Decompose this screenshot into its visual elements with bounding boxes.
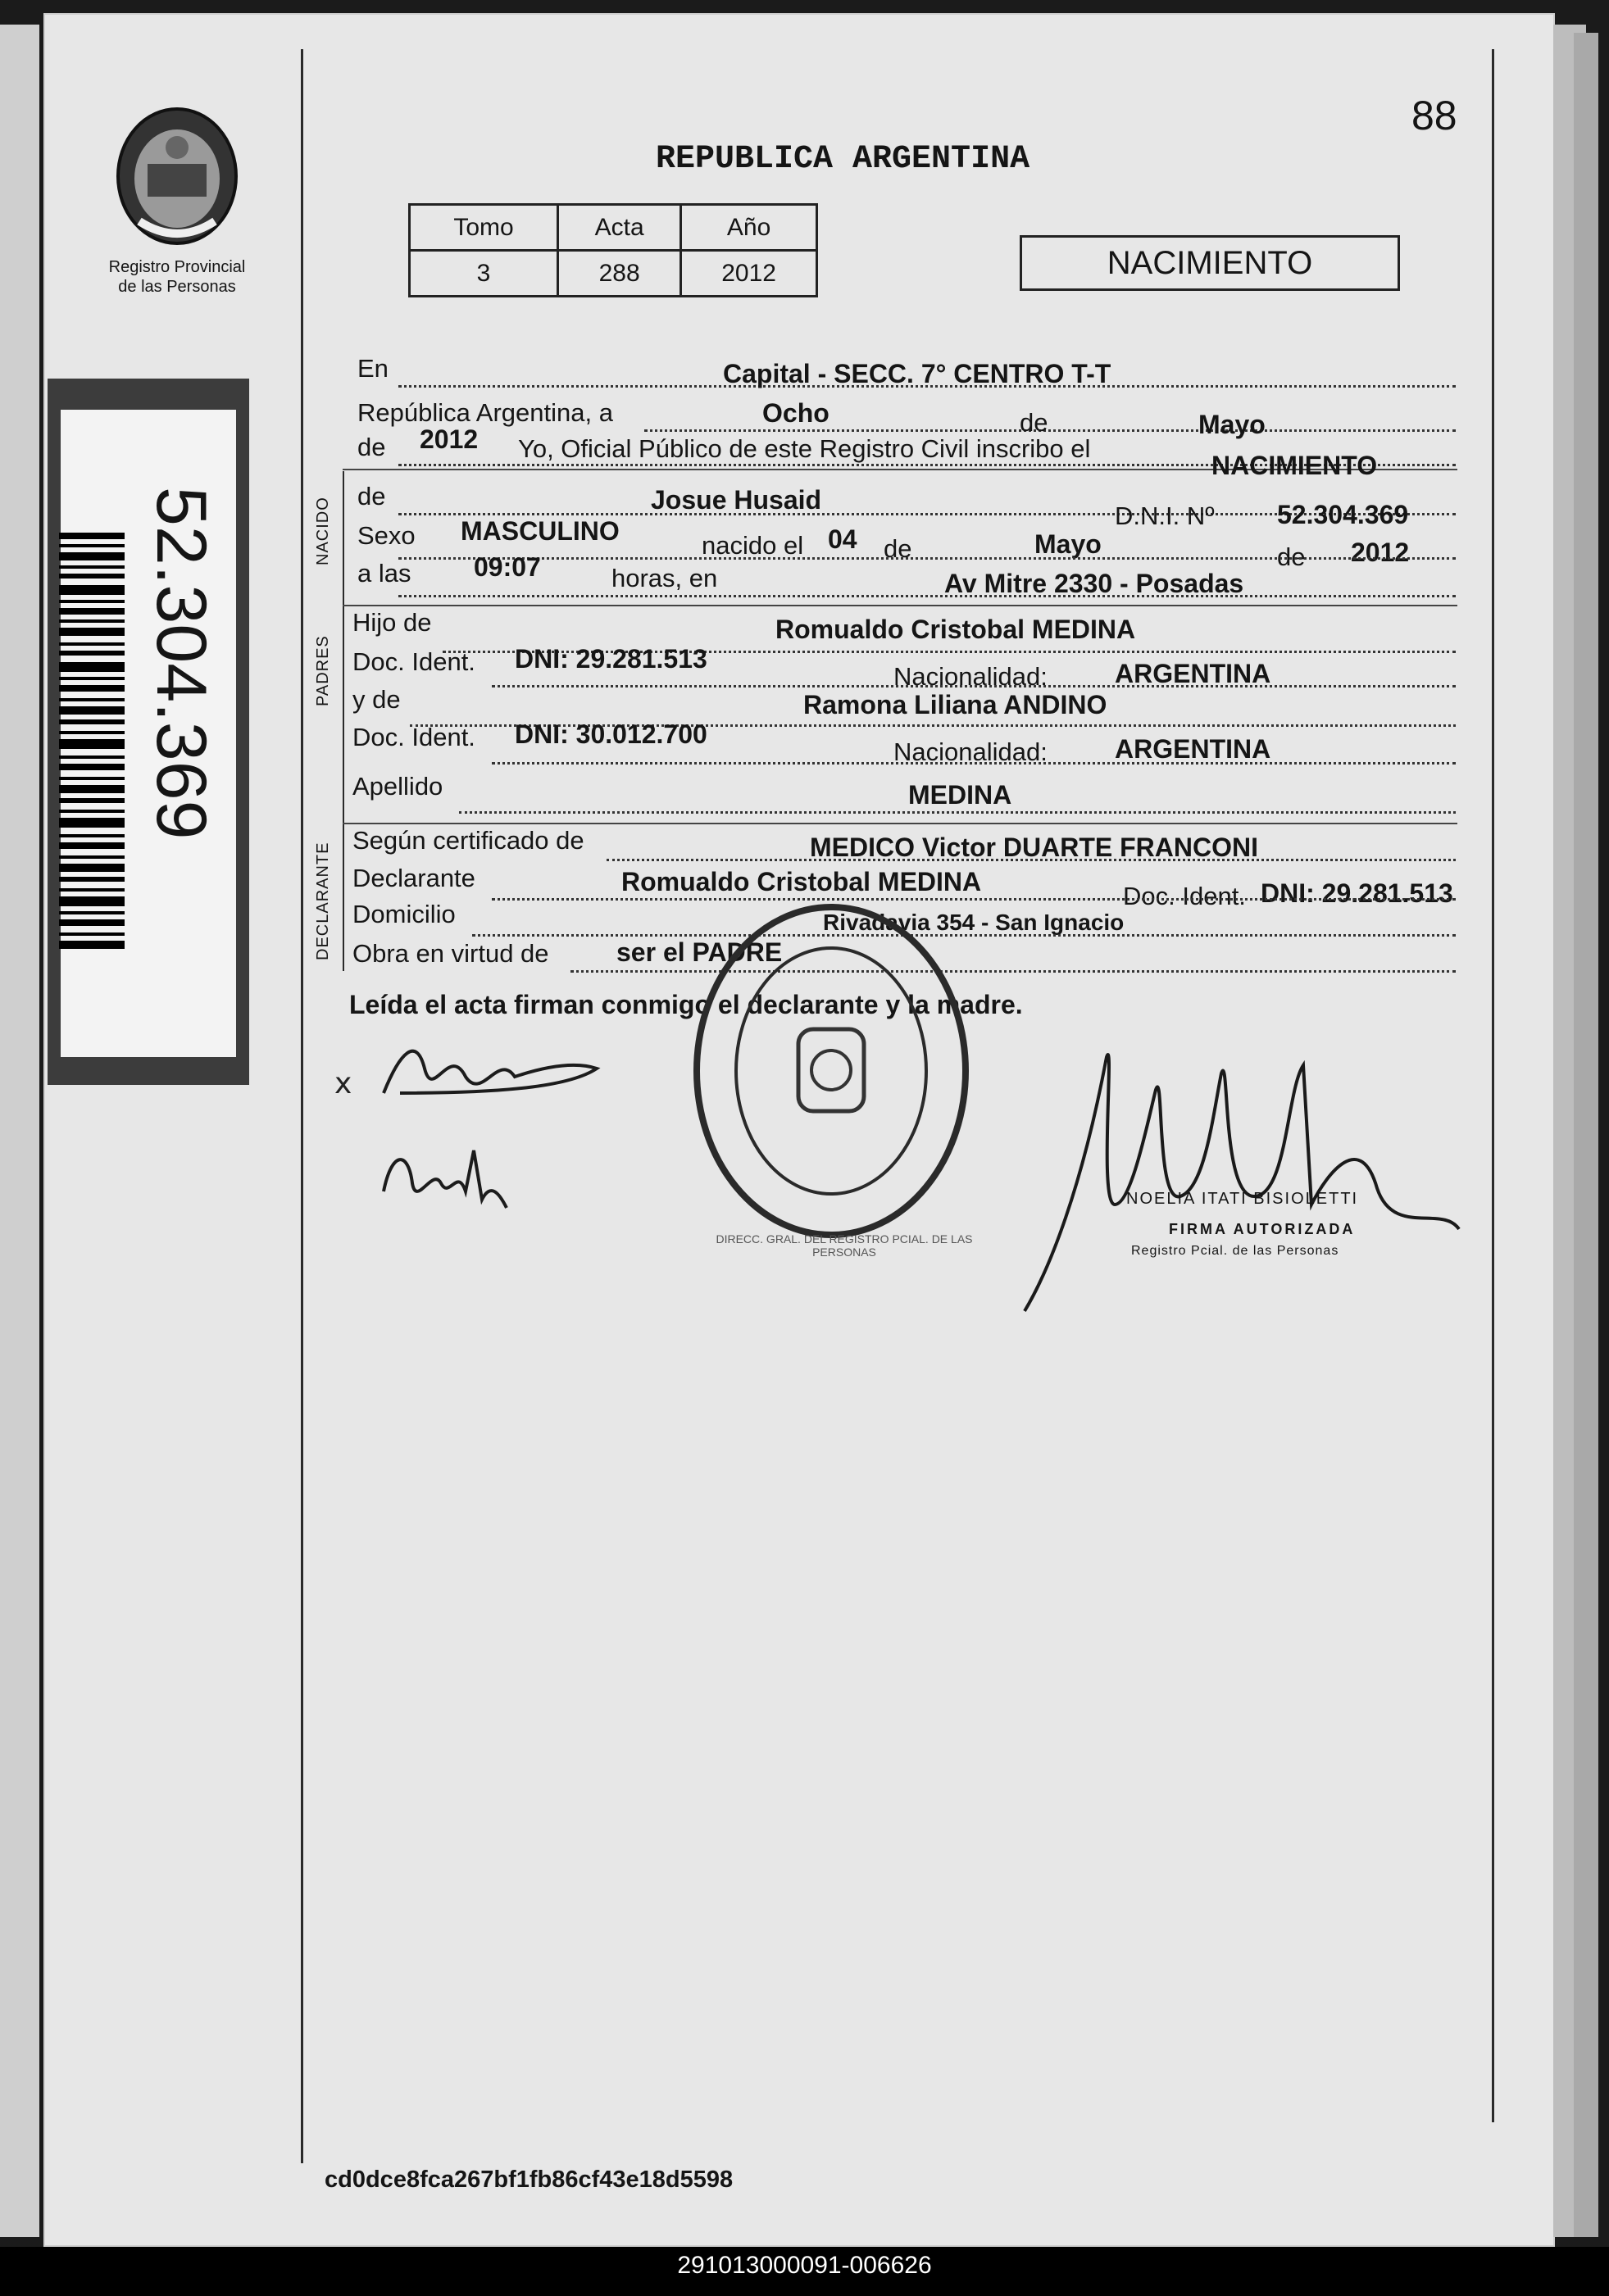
right-margin-line <box>1492 49 1494 2122</box>
padre-doc-label: Doc. Ident. <box>352 647 475 676</box>
yo-text: Yo, Oficial Público de este Registro Civil inscribo el <box>518 434 1091 463</box>
nacido-lugar: Av Mitre 2330 - Posadas <box>944 569 1244 598</box>
section-divider-line <box>343 471 344 971</box>
facing-page-edge <box>0 25 39 2237</box>
yde-label: y de <box>352 685 401 714</box>
seal-text: DIRECC. GRAL. DEL REGISTRO PCIAL. DE LAS PERSONAS <box>716 1232 973 1259</box>
cert-value: MEDICO Victor DUARTE FRANCONI <box>810 833 1258 862</box>
de-label: de <box>1020 408 1048 437</box>
decl-line <box>492 898 1456 901</box>
emblem-caption <box>89 257 266 297</box>
document-title: REPUBLICA ARGENTINA <box>656 141 1030 178</box>
cert-line <box>607 859 1456 861</box>
nacido-hora: 09:07 <box>474 552 541 582</box>
official-signature-icon <box>1016 1041 1475 1319</box>
padre-doc: DNI: 29.281.513 <box>515 644 707 674</box>
decl-doc-label: Doc. Ident. <box>1123 882 1246 910</box>
page-stack-edge-2 <box>1574 33 1598 2237</box>
obra-label: Obra en virtud de <box>352 939 549 968</box>
cert-label: Según certificado de <box>352 826 584 855</box>
alas-label: a las <box>357 559 411 588</box>
official-name: NOELIA ITATI BISIOLETTI <box>1126 1190 1359 1208</box>
lugar-line <box>398 595 1456 597</box>
official-seal-icon <box>690 898 972 1244</box>
nacido-nombre: Josue Husaid <box>651 485 822 515</box>
table-value-anio: 2012 <box>681 251 817 297</box>
table-value-acta: 288 <box>558 251 681 297</box>
nacido-mes: Mayo <box>1034 529 1102 559</box>
padre-doc-line <box>492 685 1456 687</box>
official-office: Registro Pcial. de las Personas <box>1131 1244 1339 1258</box>
separator-padres <box>343 605 1457 606</box>
side-label-declarante: DECLARANTE <box>314 842 332 960</box>
barcode-icon <box>59 533 125 951</box>
sexo-label: Sexo <box>357 521 416 550</box>
padre-nac-label: Nacionalidad: <box>893 662 1048 691</box>
madre-doc-label: Doc. Ident. <box>352 723 475 751</box>
nacido-de-label-3: de <box>1277 542 1306 571</box>
republica-line <box>644 429 1456 432</box>
record-table <box>408 203 818 297</box>
padre-nac: ARGENTINA <box>1115 659 1271 688</box>
apellido-line <box>459 811 1456 814</box>
dia-value: Ocho <box>762 398 829 428</box>
document-hash: cd0dce8fca267bf1fb86cf43e18d5598 <box>325 2167 734 2193</box>
side-label-padres: PADRES <box>314 635 332 706</box>
declarant-signature-icon <box>326 1019 621 1118</box>
republica-label: República Argentina, a <box>357 398 613 427</box>
decl-label: Declarante <box>352 864 475 892</box>
anio-value: 2012 <box>420 424 479 454</box>
de2-label: de <box>357 433 386 461</box>
obra-value: ser el PADRE <box>616 937 783 967</box>
sexo-line <box>398 557 1456 560</box>
page-number: 88 <box>1411 93 1457 138</box>
en-label: En <box>357 354 389 383</box>
table-value-tomo: 3 <box>410 251 558 297</box>
madre-nac: ARGENTINA <box>1115 734 1271 764</box>
decl-doc: DNI: 29.281.513 <box>1261 878 1453 908</box>
left-margin-line <box>301 49 303 2163</box>
barcode-number: 52.304.369 <box>142 487 220 840</box>
official-role: FIRMA AUTORIZADA <box>1169 1221 1356 1237</box>
nacido-dni: 52.304.369 <box>1277 500 1409 529</box>
apellido-value: MEDINA <box>908 780 1012 810</box>
nacido-de-label: de <box>357 482 386 510</box>
nacido-el-label: nacido el <box>702 531 804 560</box>
nacido-dia: 04 <box>828 524 857 554</box>
side-label-nacido: NACIDO <box>314 497 332 565</box>
decl-value: Romualdo Cristobal MEDINA <box>621 867 982 896</box>
dom-label: Domicilio <box>352 900 456 928</box>
madre-nac-label: Nacionalidad: <box>893 737 1048 766</box>
svg-text:x: x <box>334 1067 352 1100</box>
hijo-label: Hijo de <box>352 608 432 637</box>
table-header-anio: Año <box>681 205 817 251</box>
nacido-de-label-2: de <box>884 534 912 563</box>
inscribo-value: NACIMIENTO <box>1211 451 1378 480</box>
record-type-box: NACIMIENTO <box>1020 235 1400 291</box>
emblem-caption-line-2: de las Personas <box>118 278 236 296</box>
horas-label: horas, en <box>611 564 718 592</box>
province-emblem-icon <box>107 98 248 254</box>
padre-nombre: Romualdo Cristobal MEDINA <box>775 615 1136 644</box>
mes-value: Mayo <box>1198 410 1266 439</box>
en-value: Capital - SECC. 7° CENTRO T-T <box>723 359 1111 388</box>
madre-nombre: Ramona Liliana ANDINO <box>803 690 1107 719</box>
dni-label: D.N.I. Nº <box>1115 501 1215 530</box>
separator-declarante <box>343 823 1457 824</box>
table-header-tomo: Tomo <box>410 205 558 251</box>
nacido-anio: 2012 <box>1351 538 1410 567</box>
mother-signature-icon <box>367 1134 515 1232</box>
footer-code: 291013000091-006626 <box>677 2252 932 2279</box>
closing-text: Leída el acta firman conmigo el declarante y la madre. <box>349 990 1023 1019</box>
apellido-label: Apellido <box>352 772 443 801</box>
madre-doc-line <box>492 762 1456 765</box>
table-header-acta: Acta <box>558 205 681 251</box>
emblem-caption-line-1: Registro Provincial <box>108 258 246 276</box>
madre-doc: DNI: 30.012.700 <box>515 719 707 749</box>
dom-value: Rivadavia 354 - San Ignacio <box>823 910 1125 935</box>
sexo-value: MASCULINO <box>461 516 620 546</box>
